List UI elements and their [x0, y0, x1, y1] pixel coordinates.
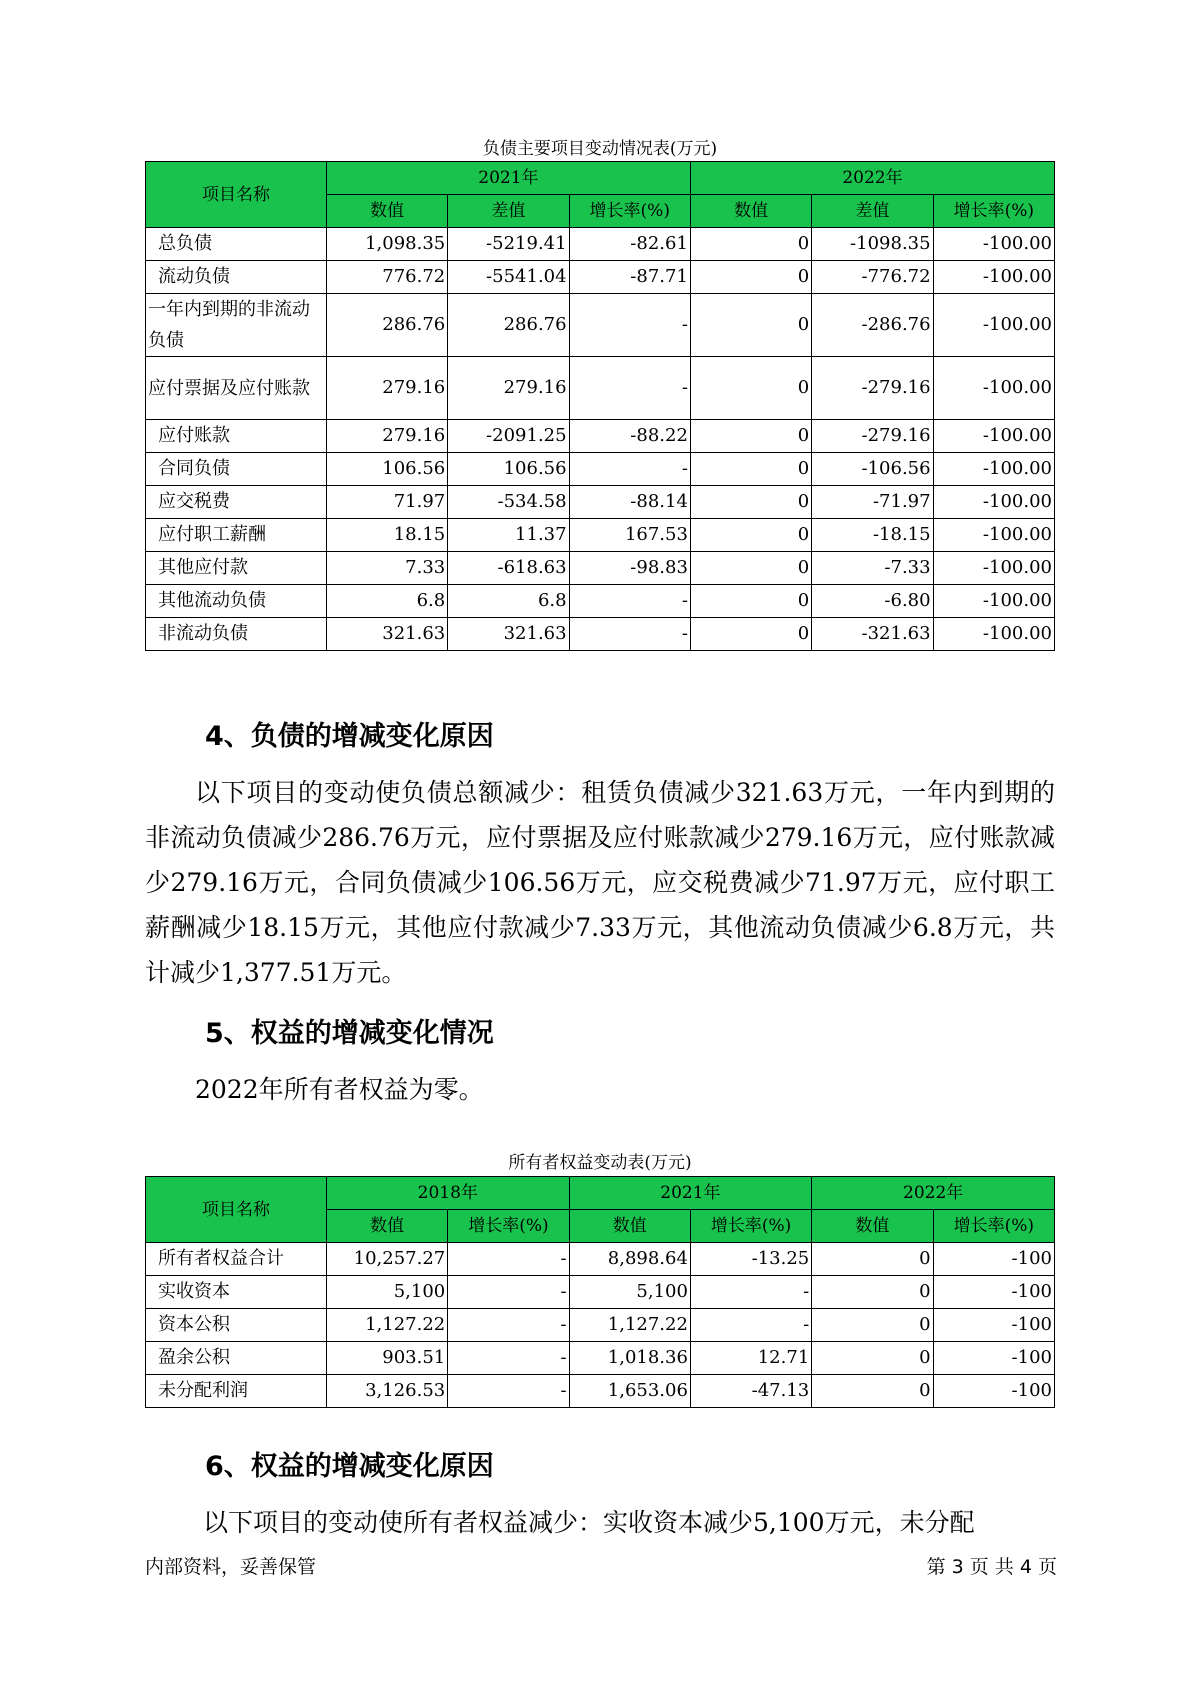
table-row [146, 618, 1055, 651]
cell-value: 1,127.22 [569, 1309, 690, 1342]
header-year-2022: 2022年 [690, 162, 1054, 195]
cell-value: 0 [812, 1243, 933, 1276]
cell-value: 5,100 [326, 1276, 447, 1309]
header-growth: 增长率(%) [933, 1210, 1054, 1243]
cell-growth: -100.00 [933, 552, 1054, 585]
row-name: 一年内到期的非流动负债 [146, 294, 327, 357]
table-row [146, 420, 1055, 453]
cell-value: 0 [690, 294, 811, 357]
row-name: 盈余公积 [146, 1342, 327, 1375]
row-name: 所有者权益合计 [146, 1243, 327, 1276]
row-name: 非流动负债 [146, 618, 327, 651]
table-row [146, 453, 1055, 486]
cell-growth: - [569, 618, 690, 651]
cell-value: 286.76 [326, 294, 447, 357]
header-value: 数值 [569, 1210, 690, 1243]
header-item-name: 项目名称 [146, 162, 327, 228]
cell-growth: -100 [933, 1375, 1054, 1408]
table-row [146, 519, 1055, 552]
cell-growth: -100.00 [933, 261, 1054, 294]
cell-diff: -5219.41 [448, 228, 569, 261]
cell-value: 0 [690, 453, 811, 486]
header-year-2022: 2022年 [812, 1177, 1055, 1210]
cell-growth: - [690, 1276, 811, 1309]
cell-growth: -98.83 [569, 552, 690, 585]
cell-diff: 286.76 [448, 294, 569, 357]
cell-growth: -100 [933, 1276, 1054, 1309]
cell-value: 903.51 [326, 1342, 447, 1375]
liability-table [145, 161, 1055, 651]
cell-value: 71.97 [326, 486, 447, 519]
header-growth: 增长率(%) [690, 1210, 811, 1243]
section4-body: 以下项目的变动使负债总额减少：租赁负债减少321.63万元，一年内到期的非流动负债减少286.76万元，应付票据及应付账款减少279.16万元，应付账款减少279.16万元，合同负债减少106.56万元，应交税费减少71.97万元，应付职工薪酬减少18.15万元，其他应付款减少7.33万元，其他流动负债减少6.8万元，共计减少1,377.51万元。 [145, 778, 1055, 987]
table-row [146, 228, 1055, 261]
header-year-2018: 2018年 [326, 1177, 569, 1210]
cell-growth: - [448, 1375, 569, 1408]
cell-value: 0 [812, 1309, 933, 1342]
cell-value: 3,126.53 [326, 1375, 447, 1408]
cell-growth: - [690, 1309, 811, 1342]
table-row [146, 1309, 1055, 1342]
cell-growth: -100.00 [933, 357, 1054, 420]
cell-value: 0 [690, 357, 811, 420]
section4-heading: 4、负债的增减变化原因 [205, 721, 494, 752]
cell-value: 1,018.36 [569, 1342, 690, 1375]
cell-value: 0 [690, 618, 811, 651]
table-row [146, 1375, 1055, 1408]
cell-diff: -321.63 [812, 618, 933, 651]
cell-diff: -1098.35 [812, 228, 933, 261]
cell-diff: -279.16 [812, 357, 933, 420]
header-growth: 增长率(%) [448, 1210, 569, 1243]
header-value: 数值 [326, 1210, 447, 1243]
cell-growth: - [569, 453, 690, 486]
cell-growth: -100.00 [933, 294, 1054, 357]
cell-diff: -106.56 [812, 453, 933, 486]
cell-value: 0 [812, 1375, 933, 1408]
cell-growth: - [448, 1243, 569, 1276]
section6-body: 以下项目的变动使所有者权益减少：实收资本减少5,100万元，未分配 [203, 1508, 975, 1537]
footer-page-number: 第 3 页 共 4 页 [926, 1556, 1057, 1578]
header-value: 数值 [326, 195, 447, 228]
cell-value: 5,100 [569, 1276, 690, 1309]
header-year-2021: 2021年 [569, 1177, 812, 1210]
equity-table [145, 1176, 1055, 1408]
cell-growth: 167.53 [569, 519, 690, 552]
table-row [146, 552, 1055, 585]
cell-growth: -100.00 [933, 486, 1054, 519]
cell-diff: -6.80 [812, 585, 933, 618]
cell-growth: - [569, 585, 690, 618]
table-row [146, 486, 1055, 519]
table-row [146, 1342, 1055, 1375]
cell-growth: -100 [933, 1309, 1054, 1342]
cell-diff: -18.15 [812, 519, 933, 552]
row-name: 未分配利润 [146, 1375, 327, 1408]
cell-value: 6.8 [326, 585, 447, 618]
cell-value: 1,653.06 [569, 1375, 690, 1408]
cell-diff: 106.56 [448, 453, 569, 486]
cell-value: 0 [690, 585, 811, 618]
row-name: 资本公积 [146, 1309, 327, 1342]
cell-value: 279.16 [326, 357, 447, 420]
cell-growth: - [448, 1342, 569, 1375]
cell-diff: -776.72 [812, 261, 933, 294]
cell-growth: -82.61 [569, 228, 690, 261]
cell-value: 1,098.35 [326, 228, 447, 261]
row-name: 应付账款 [146, 420, 327, 453]
cell-diff: 6.8 [448, 585, 569, 618]
cell-growth: -47.13 [690, 1375, 811, 1408]
header-value: 数值 [812, 1210, 933, 1243]
cell-value: 1,127.22 [326, 1309, 447, 1342]
cell-diff: 279.16 [448, 357, 569, 420]
table-row [146, 585, 1055, 618]
table-row [146, 1243, 1055, 1276]
cell-value: 18.15 [326, 519, 447, 552]
section6-heading: 6、权益的增减变化原因 [205, 1451, 494, 1482]
cell-value: 0 [812, 1276, 933, 1309]
cell-growth: -100.00 [933, 228, 1054, 261]
table-row [146, 294, 1055, 357]
section5-heading: 5、权益的增减变化情况 [205, 1018, 494, 1049]
cell-growth: -100.00 [933, 618, 1054, 651]
cell-diff: -618.63 [448, 552, 569, 585]
cell-value: 0 [690, 552, 811, 585]
cell-value: 0 [812, 1342, 933, 1375]
header-value: 数值 [690, 195, 811, 228]
cell-growth: - [448, 1276, 569, 1309]
cell-value: 321.63 [326, 618, 447, 651]
row-name: 应付票据及应付账款 [146, 357, 327, 420]
row-name: 应付职工薪酬 [146, 519, 327, 552]
table1-caption: 负债主要项目变动情况表(万元) [482, 139, 718, 159]
cell-value: 776.72 [326, 261, 447, 294]
row-name: 应交税费 [146, 486, 327, 519]
cell-value: 0 [690, 420, 811, 453]
cell-value: 0 [690, 486, 811, 519]
header-diff: 差值 [448, 195, 569, 228]
cell-diff: -279.16 [812, 420, 933, 453]
header-diff: 差值 [812, 195, 933, 228]
cell-growth: -88.14 [569, 486, 690, 519]
cell-diff: 321.63 [448, 618, 569, 651]
table-row [146, 261, 1055, 294]
cell-value: 0 [690, 228, 811, 261]
cell-value: 279.16 [326, 420, 447, 453]
header-growth: 增长率(%) [569, 195, 690, 228]
cell-growth: - [569, 294, 690, 357]
row-name: 总负债 [146, 228, 327, 261]
cell-diff: -286.76 [812, 294, 933, 357]
row-name: 其他应付款 [146, 552, 327, 585]
header-item-name: 项目名称 [146, 1177, 327, 1243]
cell-diff: -7.33 [812, 552, 933, 585]
row-name: 其他流动负债 [146, 585, 327, 618]
table-row [146, 1276, 1055, 1309]
row-name: 合同负债 [146, 453, 327, 486]
row-name: 流动负债 [146, 261, 327, 294]
header-growth: 增长率(%) [933, 195, 1054, 228]
cell-diff: -71.97 [812, 486, 933, 519]
table2-caption: 所有者权益变动表(万元) [508, 1153, 692, 1173]
cell-value: 8,898.64 [569, 1243, 690, 1276]
cell-growth: -87.71 [569, 261, 690, 294]
cell-growth: -100.00 [933, 585, 1054, 618]
cell-value: 106.56 [326, 453, 447, 486]
section5-body: 2022年所有者权益为零。 [195, 1075, 484, 1104]
cell-value: 7.33 [326, 552, 447, 585]
cell-growth: -100 [933, 1342, 1054, 1375]
cell-growth: 12.71 [690, 1342, 811, 1375]
cell-diff: 11.37 [448, 519, 569, 552]
cell-growth: -13.25 [690, 1243, 811, 1276]
cell-diff: -534.58 [448, 486, 569, 519]
cell-growth: -100 [933, 1243, 1054, 1276]
cell-value: 0 [690, 519, 811, 552]
footer-confidential-note: 内部资料，妥善保管 [145, 1556, 317, 1578]
cell-growth: -100.00 [933, 420, 1054, 453]
cell-growth: -100.00 [933, 453, 1054, 486]
table-row [146, 357, 1055, 420]
cell-growth: -100.00 [933, 519, 1054, 552]
cell-value: 10,257.27 [326, 1243, 447, 1276]
cell-growth: -88.22 [569, 420, 690, 453]
cell-diff: -2091.25 [448, 420, 569, 453]
cell-diff: -5541.04 [448, 261, 569, 294]
cell-growth: - [569, 357, 690, 420]
row-name: 实收资本 [146, 1276, 327, 1309]
cell-value: 0 [690, 261, 811, 294]
header-year-2021: 2021年 [326, 162, 690, 195]
cell-growth: - [448, 1309, 569, 1342]
